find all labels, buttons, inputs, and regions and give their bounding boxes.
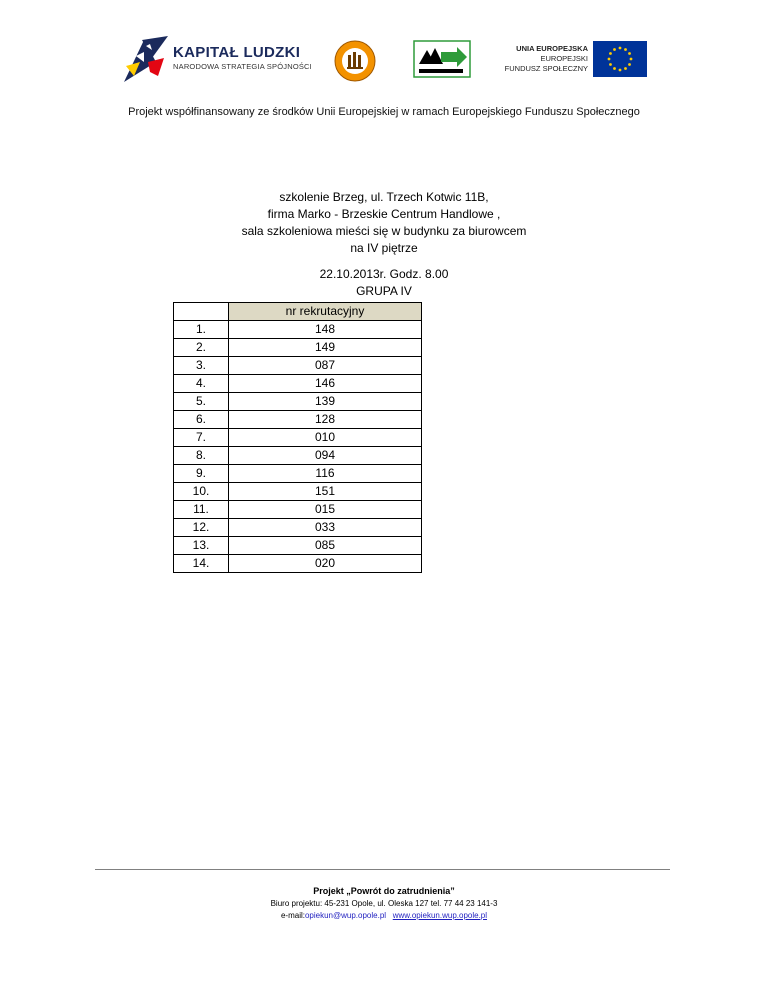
recruitment-number: 139 <box>229 393 422 411</box>
header-lp-cell <box>174 303 229 321</box>
recruitment-number: 128 <box>229 411 422 429</box>
recruitment-number: 148 <box>229 321 422 339</box>
eu-line-1: UNIA EUROPEJSKA <box>516 44 588 53</box>
table-row <box>174 501 422 519</box>
eu-line-3: FUNDUSZ SPOŁECZNY <box>504 64 588 73</box>
kapital-ludzki-title: KAPITAŁ LUDZKI <box>173 44 301 61</box>
row-number: 10. <box>174 483 229 501</box>
email-label: e-mail: <box>280 911 305 920</box>
recruitment-number: 033 <box>229 519 422 537</box>
table-row <box>174 555 422 573</box>
row-number: 14. <box>174 555 229 573</box>
footer-address: Biuro projektu: 45-231 Opole, ul. Oleska 127 tel. 77 44 23 141-3 <box>270 899 498 908</box>
footer-title: Projekt „Powrót do zatrudnienia” <box>313 886 455 896</box>
email-link[interactable]: opiekun@wup.opole.pl <box>304 911 387 920</box>
kapital-ludzki-subtitle: NARODOWA STRATEGIA SPÓJNOŚCI <box>173 62 312 71</box>
eu-star-icon <box>609 52 612 55</box>
table-row <box>174 393 422 411</box>
urzad-pracy-logo-icon <box>413 40 471 78</box>
row-number: 1. <box>174 321 229 339</box>
heading-line-1: szkolenie Brzeg, ul. Trzech Kotwic 11B, <box>279 190 489 204</box>
table-header-row <box>174 303 422 321</box>
footer-contact <box>0 910 768 922</box>
heading-line-3: sala szkoleniowa mieści się w budynku za biurowcem <box>241 224 527 238</box>
row-number: 3. <box>174 357 229 375</box>
powrot-do-zatrudnienia-logo-icon <box>333 39 377 83</box>
recruitment-number: 010 <box>229 429 422 447</box>
eu-star-icon <box>608 58 611 61</box>
eu-star-icon <box>630 58 633 61</box>
eu-star-icon <box>619 69 622 72</box>
table-row <box>174 411 422 429</box>
recruitment-number: 149 <box>229 339 422 357</box>
kapital-ludzki-logo-icon <box>122 32 172 84</box>
table-row <box>174 465 422 483</box>
table-row <box>174 519 422 537</box>
eu-fund-text <box>480 44 588 74</box>
row-number: 11. <box>174 501 229 519</box>
recruitment-number: 085 <box>229 537 422 555</box>
row-number: 5. <box>174 393 229 411</box>
footer <box>0 885 768 922</box>
recruitment-number: 151 <box>229 483 422 501</box>
recruitment-number: 087 <box>229 357 422 375</box>
header-nr-cell: nr rekrutacyjny <box>229 303 422 321</box>
cofinance-note: Projekt współfinansowany ze środków Unii Europejskiej w ramach Europejskiego Funduszu Społecznego <box>128 106 640 118</box>
recruitment-number: 146 <box>229 375 422 393</box>
table-row <box>174 537 422 555</box>
recruitment-number: 020 <box>229 555 422 573</box>
recruitment-number: 116 <box>229 465 422 483</box>
table-row <box>174 357 422 375</box>
eu-star-icon <box>624 67 627 70</box>
date-time: 22.10.2013r. Godz. 8.00 <box>319 267 449 281</box>
row-number: 8. <box>174 447 229 465</box>
eu-star-icon <box>613 48 616 51</box>
recruitment-table <box>173 302 422 573</box>
row-number: 4. <box>174 375 229 393</box>
row-number: 2. <box>174 339 229 357</box>
website-link[interactable]: www.opiekun.wup.opole.pl <box>392 911 488 920</box>
table-row <box>174 447 422 465</box>
eu-star-icon <box>628 52 631 55</box>
eu-star-icon <box>619 47 622 50</box>
eu-star-icon <box>624 48 627 51</box>
recruitment-number: 015 <box>229 501 422 519</box>
eu-star-icon <box>613 67 616 70</box>
footer-divider <box>95 869 670 870</box>
row-number: 9. <box>174 465 229 483</box>
table-row <box>174 483 422 501</box>
training-location <box>0 189 768 257</box>
header-logos <box>0 28 768 88</box>
row-number: 7. <box>174 429 229 447</box>
group-name: GRUPA IV <box>356 284 412 298</box>
eu-line-2: EUROPEJSKI <box>540 54 588 63</box>
eu-star-icon <box>628 63 631 66</box>
table-row <box>174 429 422 447</box>
eu-flag-icon <box>593 41 647 77</box>
kapital-ludzki-text <box>173 45 312 73</box>
recruitment-number: 094 <box>229 447 422 465</box>
table-row <box>174 321 422 339</box>
row-number: 13. <box>174 537 229 555</box>
eu-star-icon <box>609 63 612 66</box>
row-number: 6. <box>174 411 229 429</box>
heading-line-2: firma Marko - Brzeskie Centrum Handlowe , <box>267 207 501 221</box>
table-row <box>174 339 422 357</box>
heading-line-4: na IV piętrze <box>350 241 418 255</box>
row-number: 12. <box>174 519 229 537</box>
table-row <box>174 375 422 393</box>
